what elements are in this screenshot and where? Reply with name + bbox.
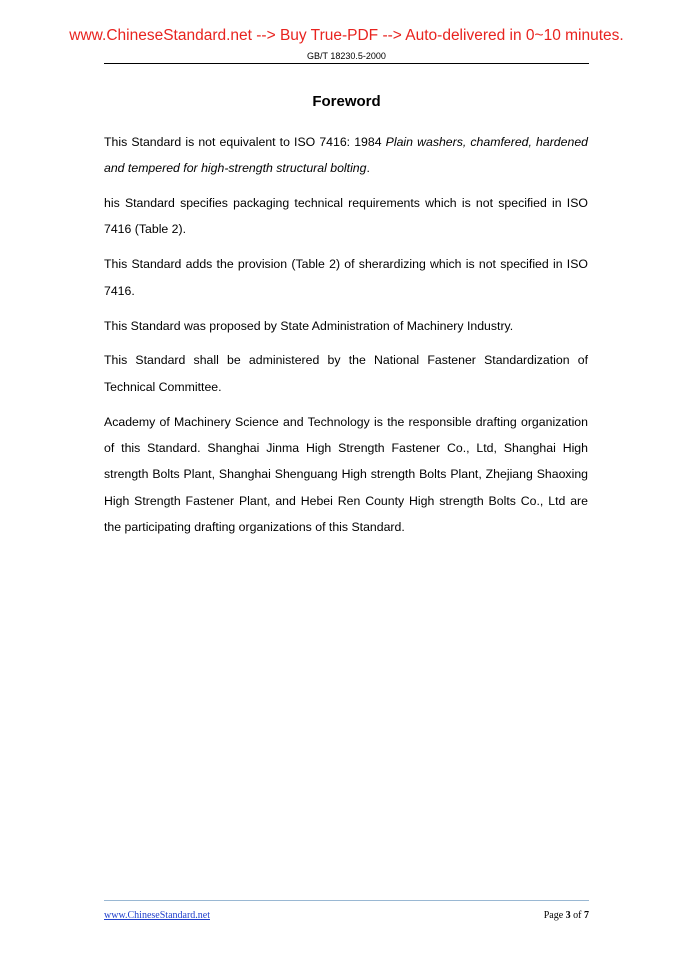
paragraph-sherardizing: This Standard adds the provision (Table 2) of sherardizing which is not specified in ISO 7416.	[104, 257, 588, 298]
paragraph-text: This Standard is not equivalent to ISO 7416: 1984	[104, 135, 386, 149]
paragraph-proposed: This Standard was proposed by State Administration of Machinery Industry.	[104, 318, 514, 333]
page-number	[489, 910, 589, 921]
page-total: 7	[584, 910, 589, 921]
promo-banner-link[interactable]: www.ChineseStandard.net --> Buy True-PDF --> Auto-delivered in 0~10 minutes.	[69, 27, 624, 44]
document-body	[104, 129, 588, 549]
paragraph-text: .	[366, 161, 370, 176]
page-current: 3	[565, 910, 571, 921]
page-label: Page	[543, 910, 564, 921]
paragraph-packaging: his Standard specifies packaging technical requirements which is not specified in ISO 7416 (Table 2).	[104, 196, 588, 237]
header-divider	[104, 63, 589, 64]
paragraph-equivalence	[104, 129, 588, 182]
page-title: Foreword	[312, 93, 381, 110]
footer-website-link[interactable]: www.ChineseStandard.net	[104, 910, 210, 921]
paragraph-drafting: Academy of Machinery Science and Technology is the responsible drafting organization of this Standard. Shanghai Jinma High Strength Fastener Co., Ltd, Shanghai High strength Bolts Plant, Shanghai Shenguang High strength Bolts Plant, Zhejiang Shaoxing High Strength Fastener Plant, and Hebei Ren County High strength Bolts Co., Ltd are the participating drafting organizations of this Standard.	[104, 414, 588, 534]
referenced-standard-title: Plain washers, chamfered, hardened and tempered for high-strength structural bolting	[104, 135, 588, 176]
standard-code: GB/T 18230.5-2000	[307, 51, 386, 61]
page-of: of	[573, 910, 582, 921]
footer-divider	[104, 900, 589, 901]
paragraph-administered: This Standard shall be administered by the National Fastener Standardization of Technical Committee.	[104, 353, 588, 394]
